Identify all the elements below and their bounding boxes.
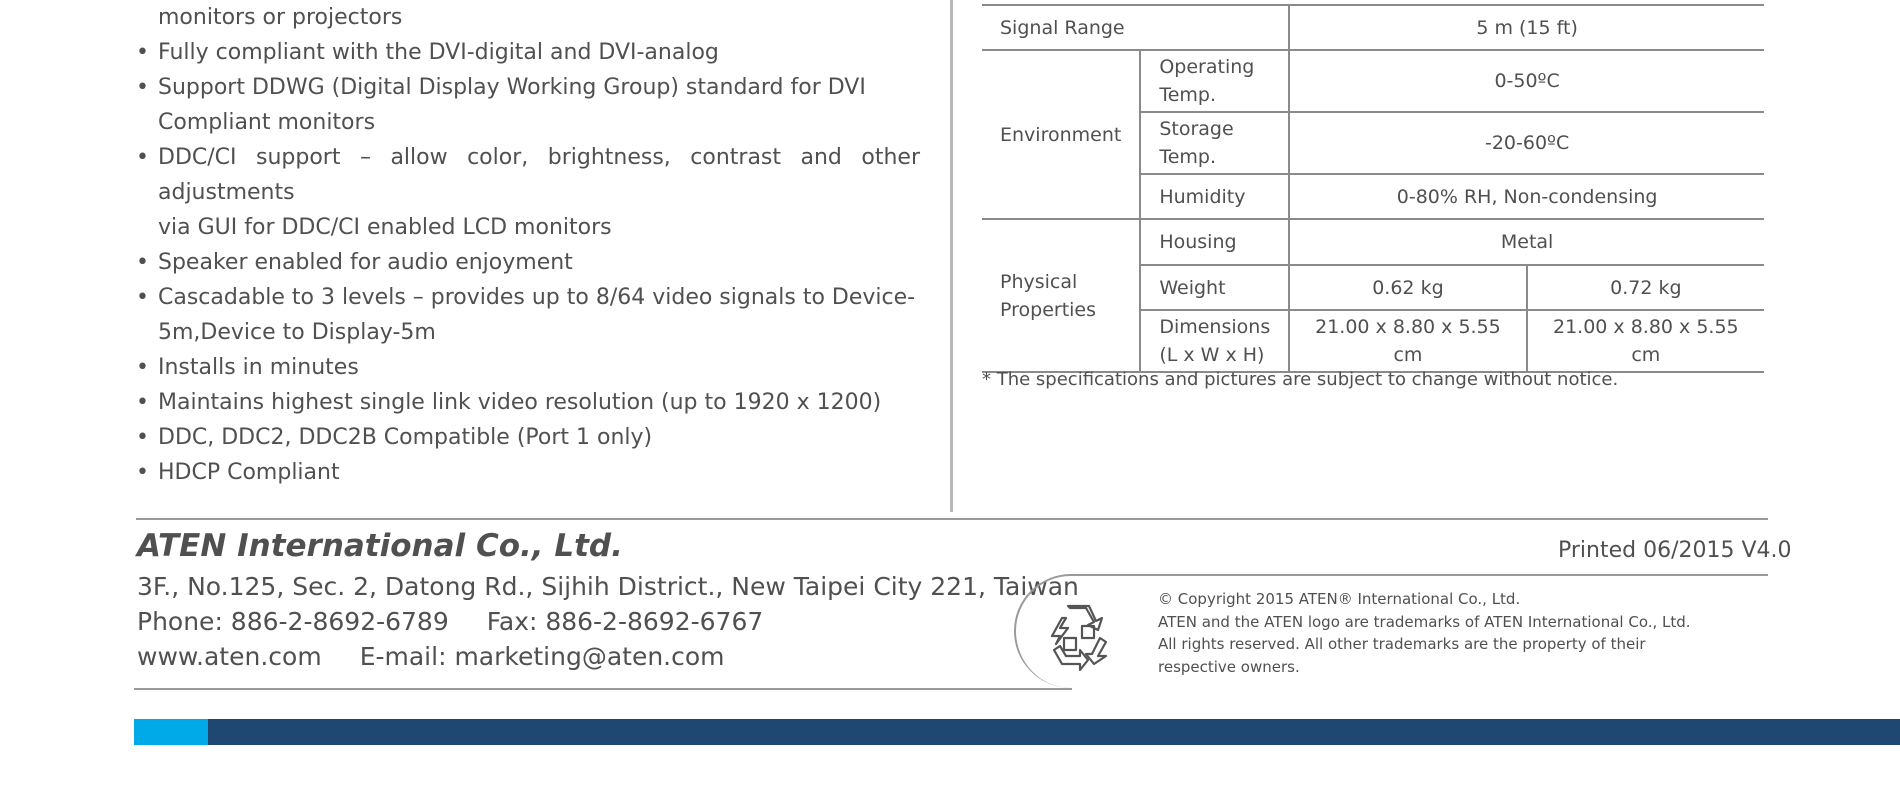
accent-bar-dark bbox=[208, 719, 1900, 745]
spec-value: 5 m (15 ft) bbox=[1289, 5, 1764, 50]
spec-label: Humidity bbox=[1140, 174, 1289, 219]
website-link[interactable]: www.aten.com bbox=[137, 642, 322, 671]
feature-bullet: • bbox=[136, 355, 149, 380]
feature-line bbox=[136, 315, 920, 350]
feature-line bbox=[136, 245, 920, 280]
spec-group-label: Physical Properties bbox=[982, 219, 1140, 372]
spec-label: Dimensions (L x W x H) bbox=[1140, 310, 1289, 372]
features-list bbox=[136, 0, 920, 490]
feature-line bbox=[136, 105, 920, 140]
copyright-line: All rights reserved. All other trademarks are the property of their bbox=[1158, 635, 1646, 653]
feature-text: Cascadable to 3 levels – provides up to 8/64 video signals to Device- bbox=[158, 285, 916, 310]
spec-value: 21.00 x 8.80 x 5.55 cm bbox=[1527, 310, 1764, 372]
feature-text: DDC, DDC2, DDC2B Compatible (Port 1 only) bbox=[158, 425, 653, 450]
spec-value: 0-50ºC bbox=[1289, 50, 1764, 112]
feature-bullet: • bbox=[136, 285, 149, 310]
feature-text: monitors or projectors bbox=[158, 5, 403, 30]
feature-line bbox=[136, 70, 920, 105]
printed-version: Printed 06/2015 V4.0 bbox=[1558, 538, 1792, 563]
feature-line bbox=[136, 455, 920, 490]
feature-bullet: • bbox=[136, 425, 149, 450]
spec-label: Weight bbox=[1140, 265, 1289, 310]
feature-text: Installs in minutes bbox=[158, 355, 359, 380]
feature-line bbox=[136, 140, 920, 210]
spec-label: Housing bbox=[1140, 219, 1289, 265]
feature-text: Fully compliant with the DVI-digital and DVI-analog bbox=[158, 40, 719, 65]
spec-value: -20-60ºC bbox=[1289, 112, 1764, 174]
feature-text: Support DDWG (Digital Display Working Group) standard for DVI bbox=[158, 75, 866, 100]
spec-footnote: * The specifications and pictures are subject to change without notice. bbox=[982, 369, 1619, 390]
feature-text: Compliant monitors bbox=[158, 110, 376, 135]
spec-value: 0-80% RH, Non-condensing bbox=[1289, 174, 1764, 219]
feature-text: 5m,Device to Display-5m bbox=[158, 320, 436, 345]
company-address: 3F., No.125, Sec. 2, Datong Rd., Sijhih District., New Taipei City 221, Taiwan bbox=[137, 572, 1079, 601]
feature-line bbox=[136, 350, 920, 385]
feature-text: Speaker enabled for audio enjoyment bbox=[158, 250, 573, 275]
feature-line bbox=[136, 0, 920, 35]
feature-bullet: • bbox=[136, 75, 149, 100]
fax-number: Fax: 886-2-8692-6767 bbox=[486, 607, 764, 636]
spec-group-label: Environment bbox=[982, 50, 1140, 219]
contact-phone-fax bbox=[137, 607, 763, 636]
feature-bullet: • bbox=[136, 460, 149, 485]
spec-value: Metal bbox=[1289, 219, 1764, 265]
footer-divider bbox=[136, 518, 1768, 520]
feature-bullet: • bbox=[136, 40, 149, 65]
recycle-icon bbox=[1040, 598, 1116, 674]
feature-bullet: • bbox=[136, 390, 149, 415]
footer-bottom-rule bbox=[134, 688, 1072, 690]
spec-label: Operating Temp. bbox=[1140, 50, 1289, 112]
spec-label: Storage Temp. bbox=[1140, 112, 1289, 174]
spec-row-signal-range bbox=[982, 5, 1764, 50]
copyright-notice bbox=[1158, 588, 1691, 678]
feature-text: via GUI for DDC/CI enabled LCD monitors bbox=[158, 215, 612, 240]
spec-row-housing bbox=[982, 219, 1764, 265]
feature-line bbox=[136, 420, 920, 455]
feature-line bbox=[136, 210, 920, 245]
feature-text: Maintains highest single link video resolution (up to 1920 x 1200) bbox=[158, 390, 882, 415]
accent-bar-light bbox=[134, 719, 208, 745]
email-link[interactable]: E-mail: marketing@aten.com bbox=[359, 642, 725, 671]
spec-label: Signal Range bbox=[982, 5, 1289, 50]
feature-bullet: • bbox=[136, 145, 149, 170]
spec-row-operating-temp bbox=[982, 50, 1764, 112]
column-divider bbox=[950, 0, 953, 512]
feature-bullet: • bbox=[136, 250, 149, 275]
spec-value: 0.62 kg bbox=[1289, 265, 1526, 310]
feature-text: DDC/CI support – allow color, brightness, contrast and other adjustments bbox=[158, 145, 920, 205]
spec-table bbox=[982, 4, 1764, 373]
feature-line bbox=[136, 385, 920, 420]
copyright-line: ATEN and the ATEN logo are trademarks of ATEN International Co., Ltd. bbox=[1158, 612, 1691, 631]
spec-value: 0.72 kg bbox=[1527, 265, 1764, 310]
contact-web-email bbox=[137, 642, 725, 671]
company-name: ATEN International Co., Ltd. bbox=[137, 528, 623, 564]
spec-value: 21.00 x 8.80 x 5.55 cm bbox=[1289, 310, 1526, 372]
feature-line bbox=[136, 35, 920, 70]
feature-line bbox=[136, 280, 920, 315]
feature-text: HDCP Compliant bbox=[158, 460, 340, 485]
copyright-line: respective owners. bbox=[1158, 657, 1300, 676]
phone-number: Phone: 886-2-8692-6789 bbox=[137, 607, 449, 636]
copyright-line: © Copyright 2015 ATEN® International Co., Ltd. bbox=[1158, 590, 1521, 608]
